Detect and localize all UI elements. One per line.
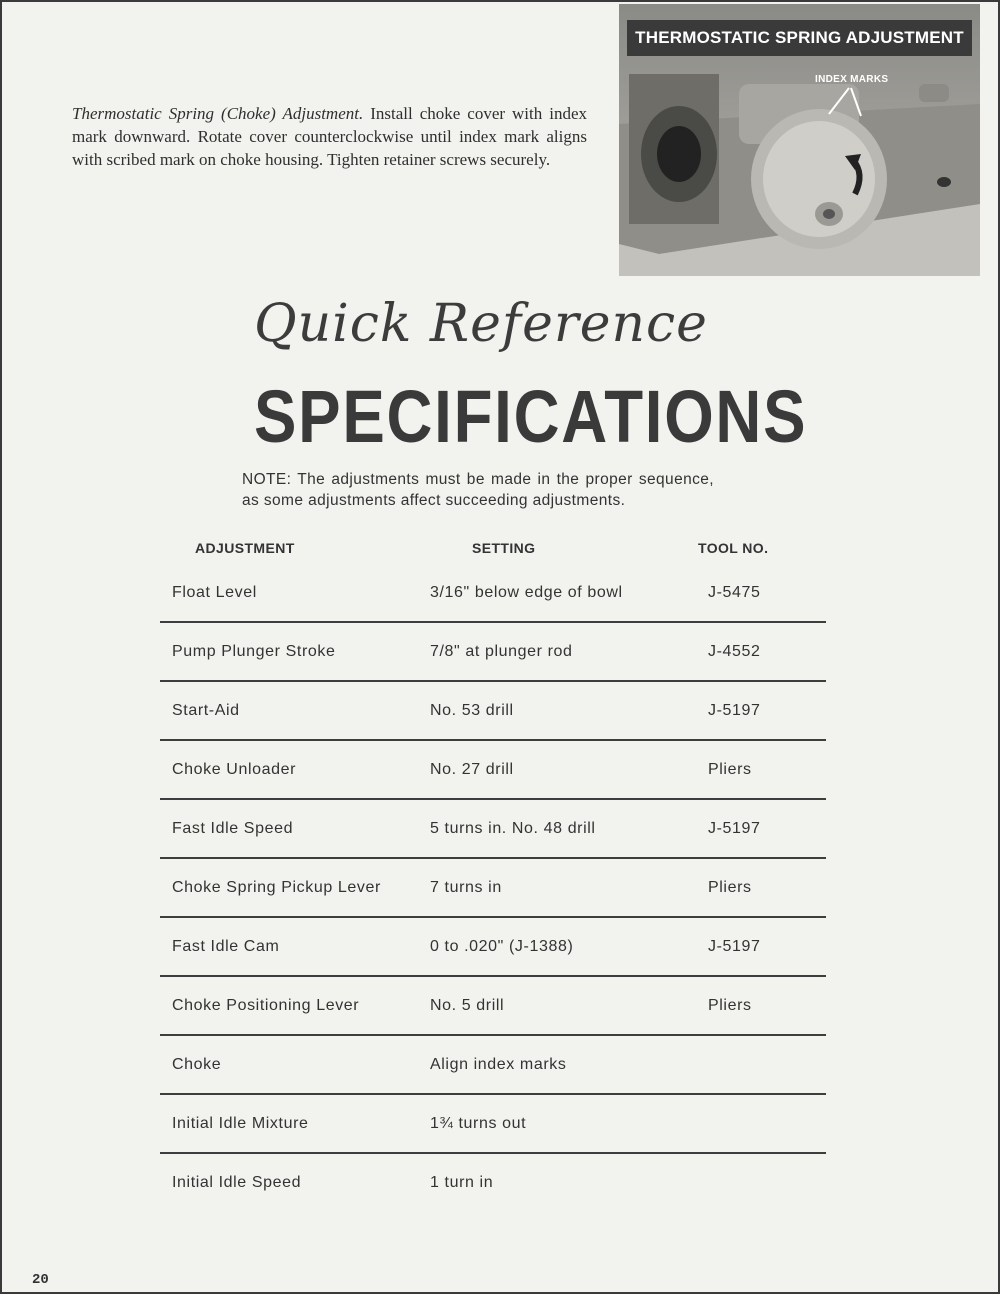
page-number: 20 [32,1272,49,1288]
setting-cell: No. 27 drill [430,761,514,778]
tool-cell: J-4552 [708,643,761,660]
adjustment-cell: Choke [172,1056,222,1073]
photo-caption-title: THERMOSTATIC SPRING ADJUSTMENT [627,20,972,56]
adjustment-cell: Fast Idle Cam [172,938,280,955]
intro-body: Install choke cover with index mark downward. Rotate cover counterclockwise until index mark aligns with scribed mark on choke housing. Tighten retainer screws securely. [72,104,588,169]
tool-cell: Pliers [708,997,752,1014]
setting-cell: No. 5 drill [430,997,505,1014]
table-row [160,918,826,977]
setting-cell: Align index marks [430,1056,567,1073]
table-row [160,1036,826,1095]
adjustment-cell: Fast Idle Speed [172,820,294,837]
header-setting: SETTING [472,540,536,556]
script-heading: Quick Reference [254,294,708,354]
table-row [160,1095,826,1154]
table-row [160,859,826,918]
tool-cell: Pliers [708,879,752,896]
table-row [160,1154,826,1213]
adjustment-cell: Choke Spring Pickup Lever [172,879,381,896]
header-adjustment: ADJUSTMENT [195,540,295,556]
tool-cell: J-5197 [708,938,761,955]
note-text: NOTE: The adjustments must be made in the proper sequence, as some adjustments affect succeeding adjustments. [242,471,714,509]
setting-cell: 7/8" at plunger rod [430,643,573,660]
adjustment-cell: Initial Idle Mixture [172,1115,309,1132]
adjustment-cell: Choke Positioning Lever [172,997,360,1014]
adjustment-cell: Float Level [172,584,257,601]
setting-cell: 3/16" below edge of bowl [430,584,623,601]
table-row [160,800,826,859]
index-marks-label: INDEX MARKS [815,74,889,85]
table-row [160,977,826,1036]
adjustment-cell: Pump Plunger Stroke [172,643,336,660]
tool-cell: Pliers [708,761,752,778]
setting-cell: 1 turn in [430,1174,494,1191]
table-row [160,623,826,682]
intro-lead: Thermostatic Spring (Choke) Adjustment. [72,104,364,123]
setting-cell: 7 turns in [430,879,502,896]
table-row [160,741,826,800]
tool-cell: J-5197 [708,702,761,719]
page-title: SPECIFICATIONS [254,375,808,458]
tool-cell: J-5475 [708,584,761,601]
tool-cell: J-5197 [708,820,761,837]
setting-cell: 0 to .020" (J-1388) [430,938,574,955]
header-tool-no: TOOL NO. [698,540,769,556]
adjustment-cell: Initial Idle Speed [172,1174,302,1191]
adjustment-cell: Start-Aid [172,702,240,719]
adjustment-cell: Choke Unloader [172,761,297,778]
setting-cell: 1¾ turns out [430,1115,527,1132]
table-row [160,682,826,741]
setting-cell: No. 53 drill [430,702,514,719]
carburetor-photo [619,4,980,276]
intro-paragraph [72,102,587,171]
table-row [160,564,826,623]
setting-cell: 5 turns in. No. 48 drill [430,820,596,837]
